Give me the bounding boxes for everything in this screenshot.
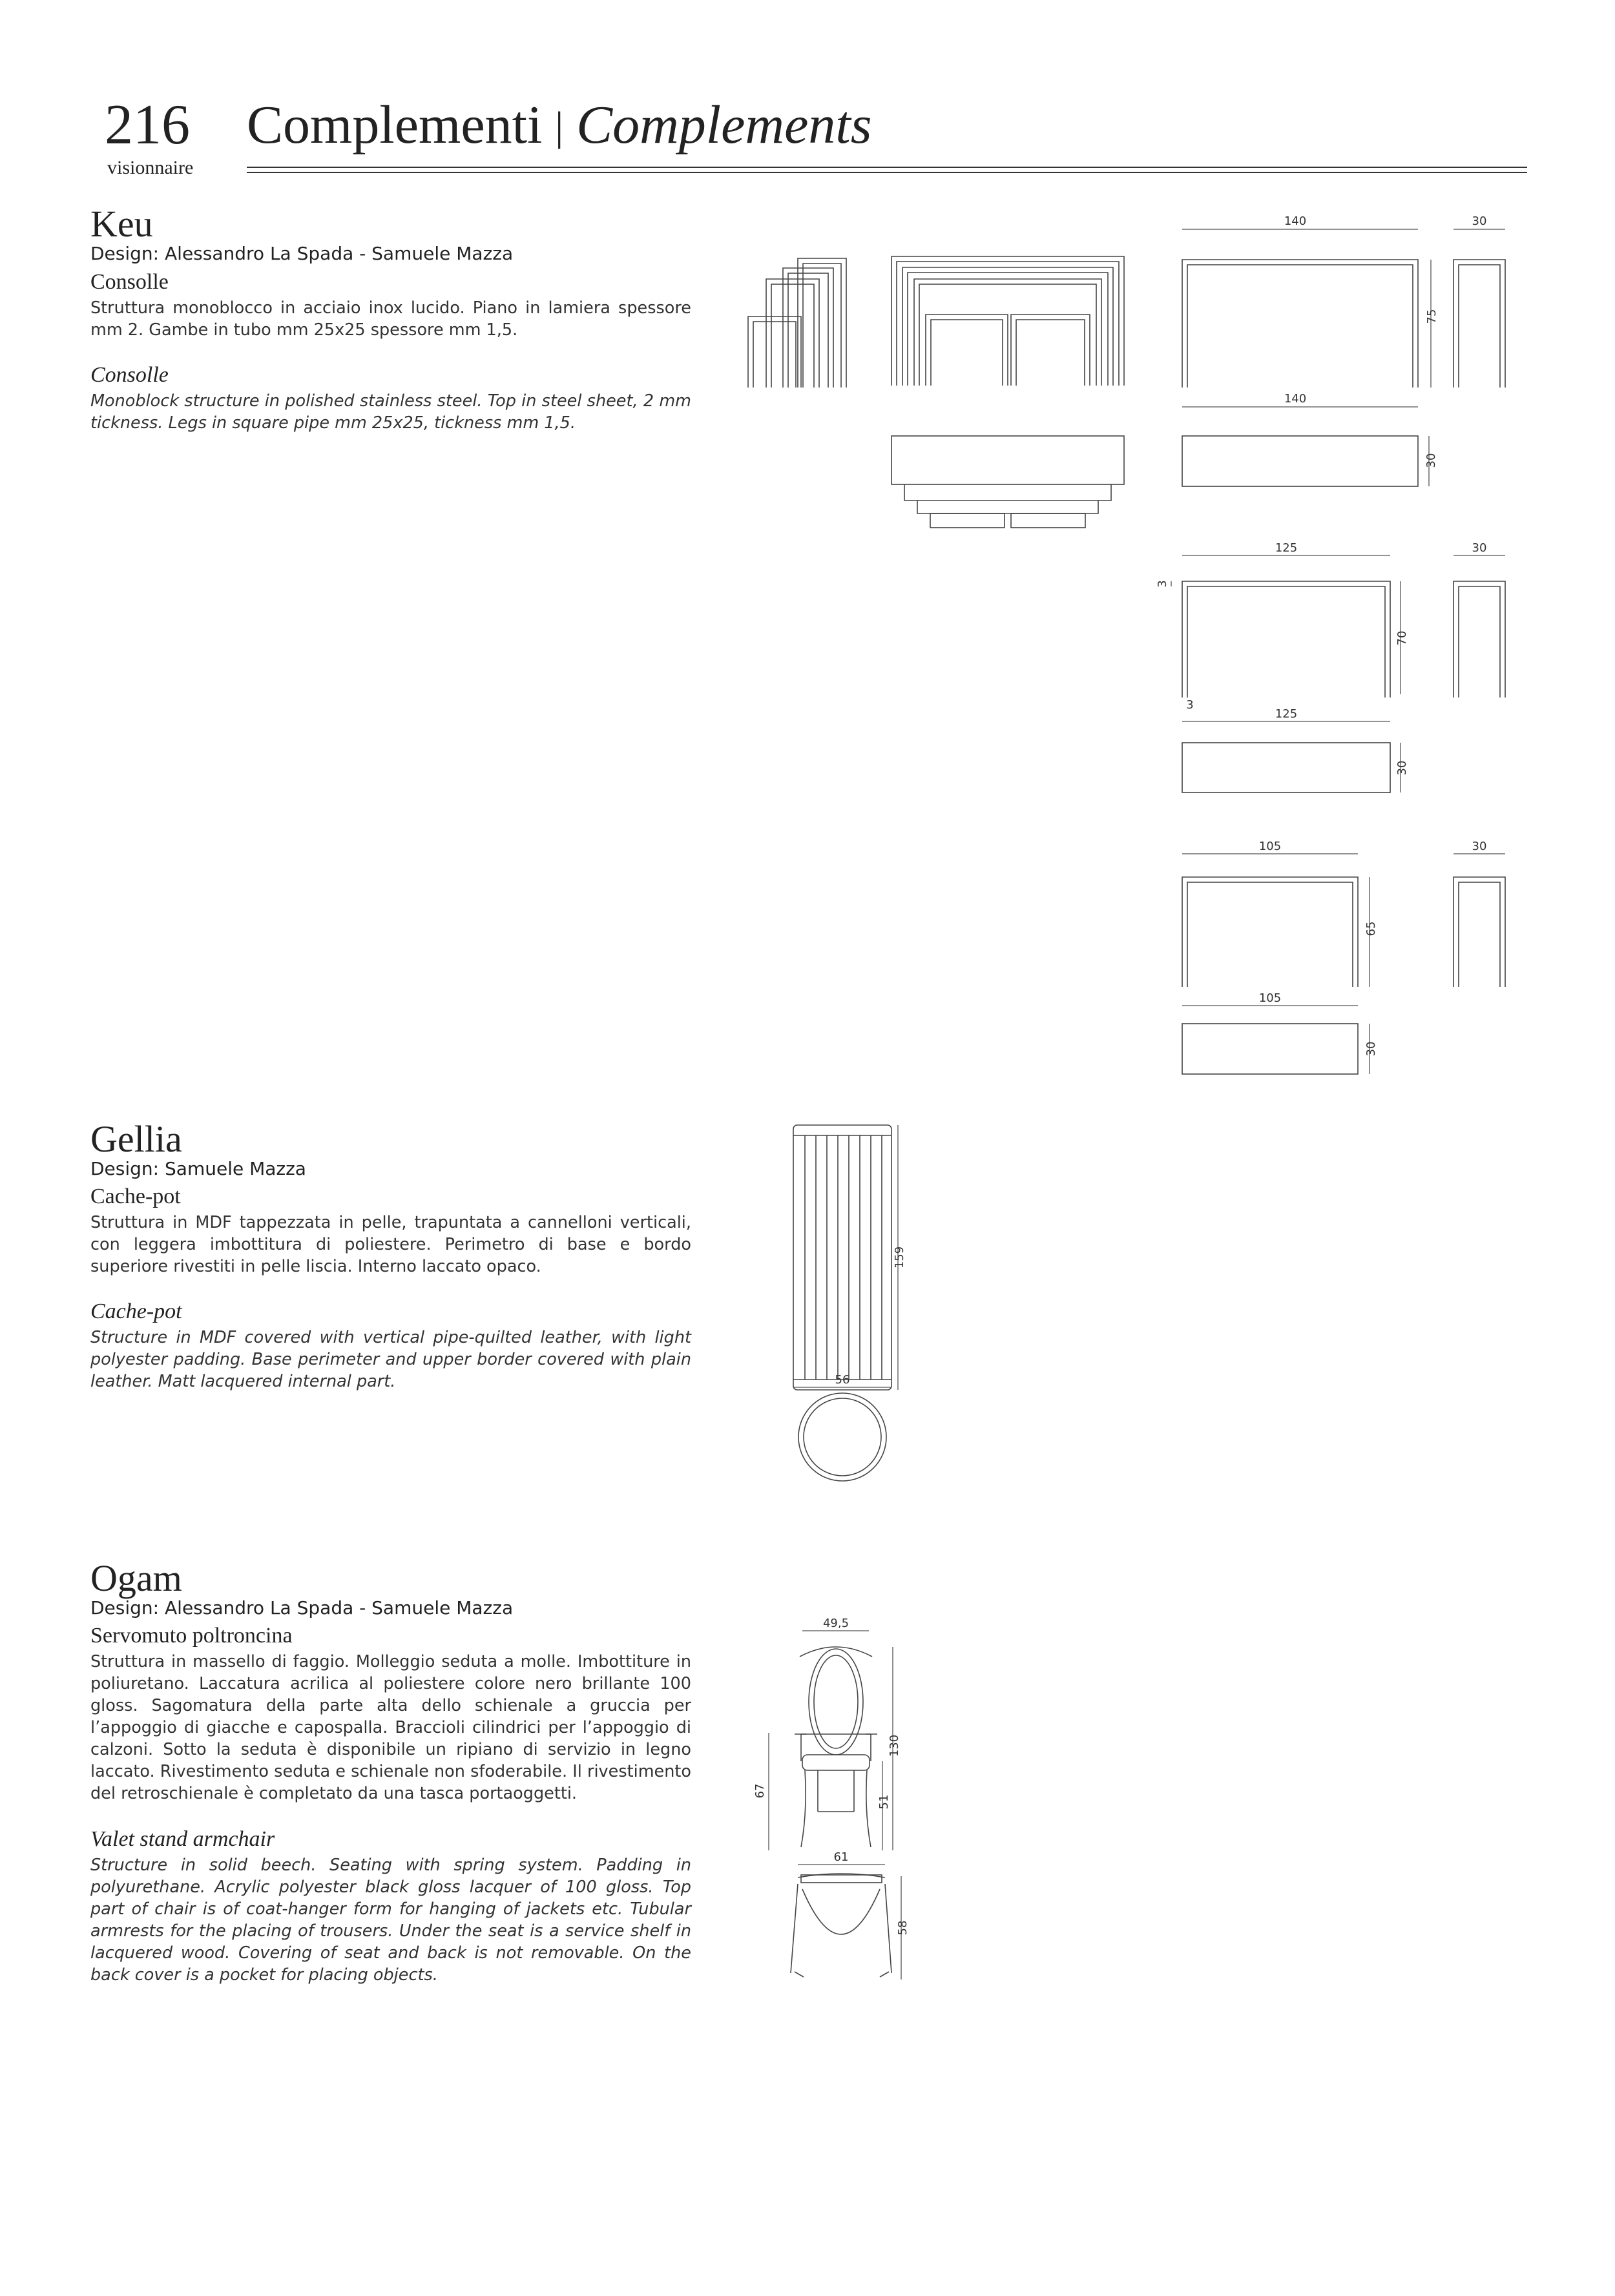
title-separator: |: [555, 103, 564, 149]
ogam-design: Design: Alessandro La Spada - Samuele Mazza: [90, 1597, 514, 1619]
ogam-subtitle-it: Servomuto poltroncina: [90, 1624, 293, 1648]
gellia-height-label: 159: [893, 1246, 906, 1269]
keu-medium-plan: [1150, 707, 1421, 798]
gellia-design: Design: Samuele Mazza: [90, 1158, 306, 1179]
page-title: [247, 95, 872, 155]
gellia-name: Gellia: [90, 1118, 182, 1160]
ogam-width-label: 49,5: [822, 1617, 849, 1630]
page-number: 216: [105, 94, 190, 156]
ogam-height-label: 130: [888, 1734, 901, 1757]
keu-medium-plan-width-label: 125: [1275, 707, 1298, 721]
keu-large-plan: [1176, 391, 1447, 494]
keu-medium-front-elevation: [1150, 543, 1421, 710]
gellia-diameter-label: 56: [835, 1373, 850, 1387]
keu-medium-depth-label: 30: [1472, 541, 1487, 555]
keu-small-plan-width-label: 105: [1258, 991, 1282, 1005]
keu-name: Keu: [90, 203, 153, 245]
keu-large-width-label: 140: [1284, 214, 1307, 228]
keu-large-front-elevation: [1176, 213, 1447, 407]
ogam-name: Ogam: [90, 1557, 182, 1599]
keu-small-depth-label: 30: [1472, 840, 1487, 853]
keu-medium-width-label: 125: [1275, 541, 1298, 555]
ogam-subtitle-en: Valet stand armchair: [90, 1827, 275, 1851]
page-title-en: Complements: [576, 95, 872, 155]
page-title-it: Complementi: [247, 95, 543, 155]
gellia-subtitle-en: Cache-pot: [90, 1299, 182, 1323]
keu-large-depth-label: 30: [1472, 214, 1487, 228]
gellia-description-it: Struttura in MDF tappezzata in pelle, trapuntata a cannelloni verticali, con leggera imbottitura di poliestere. Perimetro di base e bordo superiore rivestiti in pelle liscia. Interno laccato opaco.: [90, 1213, 691, 1276]
keu-medium-plan-depth-label: 30: [1395, 760, 1409, 776]
keu-large-side-elevation: [1447, 213, 1525, 407]
keu-medium-top-thickness-label: 3: [1156, 580, 1169, 588]
gellia-description-en: Structure in MDF covered with vertical pipe-quilted leather, with light polyester padding. Base perimeter and upper border covered with plain leather. Matt lacquered internal part.: [90, 1328, 691, 1391]
keu-large-plan-width-label: 140: [1284, 392, 1307, 406]
keu-design: Design: Alessandro La Spada - Samuele Mazza: [90, 243, 514, 264]
brand-name: visionnaire: [107, 157, 194, 178]
keu-description-en: Monoblock structure in polished stainless steel. Top in steel sheet, 2 mm tickness. Legs in square pipe mm 25x25, tickness mm 1,5.: [90, 391, 691, 433]
ogam-seat-height-label: 51: [877, 1794, 891, 1810]
header-rule-bottom: [247, 172, 1527, 173]
keu-large-plan-depth-label: 30: [1424, 453, 1438, 468]
ogam-arm-height-label: 67: [753, 1783, 767, 1799]
ogam-front-elevation: [753, 1617, 930, 1860]
keu-subtitle-en: Consolle: [90, 363, 169, 387]
keu-medium-side-elevation: [1447, 543, 1525, 710]
gellia-subtitle-it: Cache-pot: [90, 1184, 181, 1208]
keu-small-height-label: 65: [1364, 921, 1378, 936]
keu-large-height-label: 75: [1425, 309, 1439, 324]
keu-medium-height-label: 70: [1395, 630, 1409, 646]
keu-small-front-elevation: [1176, 840, 1395, 995]
ogam-description-it: Struttura in massello di faggio. Molleggio seduta a molle. Imbottiture in poliuretano. Laccatura acrilica al poliestere colore nero brillante 100 gloss. Sagomatura della parte alta dello schienale a gruccia per l’appoggio di giacche e capospalla. Braccioli cilindrici per l’appoggio di calzoni. Sotto la seduta è disponibile un ripiano di servizio in legno laccato. Rivestimento seduta e schienale non sfoderabile. Il rivestimento del retroschienale è completato da una tasca portaoggetti.: [90, 1652, 691, 1803]
keu-subtitle-it: Consolle: [90, 270, 169, 294]
keu-perspective-drawing: [743, 252, 866, 388]
keu-front-drawing: [888, 253, 1127, 389]
ogam-plan: [762, 1850, 930, 1992]
keu-small-side-elevation: [1447, 840, 1525, 995]
keu-medium-leg-thickness-label: 3: [1186, 698, 1194, 712]
keu-small-plan: [1176, 991, 1395, 1082]
keu-description-it: Struttura monoblocco in acciaio inox lucido. Piano in lamiera spessore mm 2. Gambe in tubo mm 25x25 spessore mm 1,5.: [90, 298, 691, 340]
header-rule-top: [247, 167, 1527, 168]
keu-small-plan-depth-label: 30: [1364, 1041, 1378, 1057]
gellia-drawing: [782, 1117, 911, 1492]
ogam-description-en: Structure in solid beech. Seating with spring system. Padding in polyurethane. Acrylic polyester black gloss lacquer of 100 gloss. Top part of chair is of coat-hanger form for hanging of jackets etc. Tubular armrests for the placing of trousers. Under the seat is a service shelf in lacquered wood. Covering of seat and back is not removable. On the back cover is a pocket for placing objects.: [90, 1856, 691, 1985]
ogam-plan-depth-label: 58: [896, 1920, 910, 1936]
keu-stacked-plan-drawing: [888, 433, 1127, 536]
ogam-plan-width-label: 61: [833, 1850, 849, 1864]
keu-small-width-label: 105: [1258, 840, 1282, 853]
